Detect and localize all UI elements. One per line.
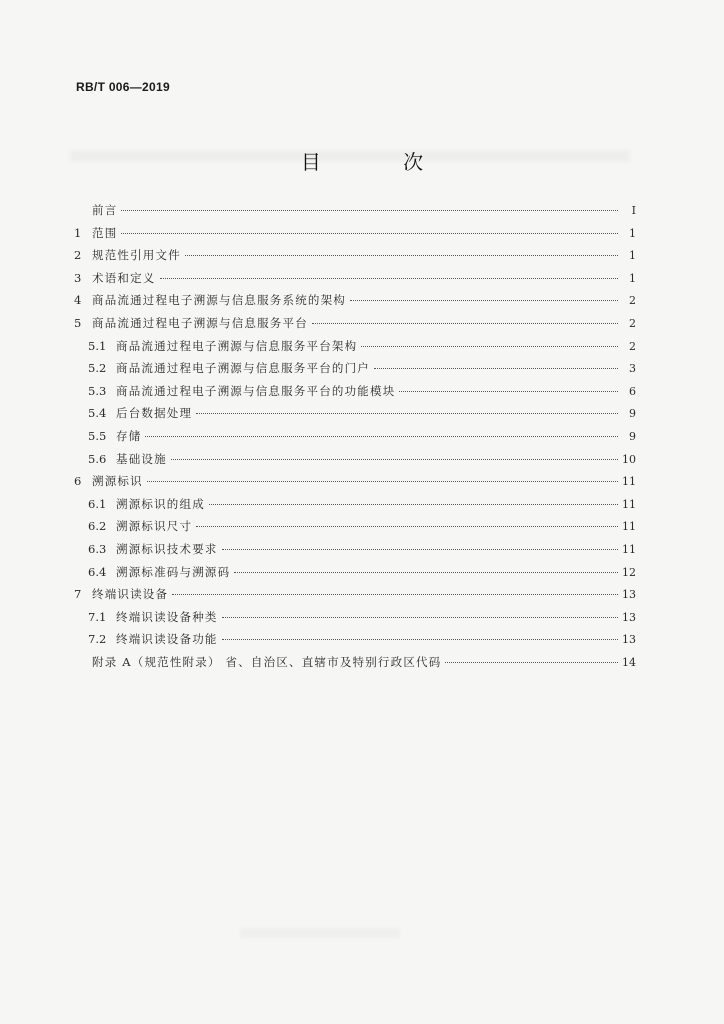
toc-entry-page: 1 xyxy=(629,249,636,263)
toc-dot-leader xyxy=(196,526,618,527)
toc-entry-title: 商品流通过程电子溯源与信息服务系统的架构 xyxy=(92,293,346,308)
toc-entry-title: 商品流通过程电子溯源与信息服务平台的门户 xyxy=(116,361,370,376)
toc-dot-leader xyxy=(374,368,618,369)
toc-entry-title: 前言 xyxy=(92,203,118,217)
toc-entry-title: 终端识读设备种类 xyxy=(116,609,218,624)
toc-entry-page: 11 xyxy=(622,497,636,511)
toc-entry-number: 2 xyxy=(74,248,82,263)
toc-entry[interactable] xyxy=(74,405,636,428)
page-title: 目 次 xyxy=(300,150,462,174)
toc-entry-title: 终端识读设备 xyxy=(92,587,169,602)
bleed-through-bottom xyxy=(240,928,400,938)
toc-entry-title: 溯源标识 xyxy=(92,474,143,489)
toc-entry-page: 11 xyxy=(622,475,636,489)
toc-dot-leader xyxy=(350,300,618,301)
toc-entry-number: 7 xyxy=(74,587,82,602)
toc-dot-leader xyxy=(121,210,618,211)
toc-entry-page: 2 xyxy=(629,294,636,308)
toc-entry-number: 6.3 xyxy=(88,541,107,556)
toc-dot-leader xyxy=(172,594,618,595)
toc-dot-leader xyxy=(312,323,618,324)
toc-dot-leader xyxy=(185,255,618,256)
toc-entry[interactable] xyxy=(74,315,636,338)
toc-entry[interactable] xyxy=(74,541,636,564)
toc-entry-title: 商品流通过程电子溯源与信息服务平台架构 xyxy=(116,338,358,353)
toc-entry-page: 13 xyxy=(622,633,636,647)
toc-entry[interactable] xyxy=(74,360,636,383)
toc-entry-number: 6.2 xyxy=(88,519,107,534)
toc-entry-number: 1 xyxy=(74,225,82,240)
toc-entry[interactable] xyxy=(74,270,636,293)
table-of-contents xyxy=(74,202,636,676)
toc-entry-title: 规范性引用文件 xyxy=(92,248,181,263)
toc-entry-page: 11 xyxy=(622,520,636,534)
toc-dot-leader xyxy=(145,436,618,437)
toc-entry-page: 1 xyxy=(629,226,636,240)
toc-entry[interactable] xyxy=(74,383,636,406)
toc-entry[interactable] xyxy=(74,564,636,587)
toc-entry[interactable] xyxy=(74,518,636,541)
toc-entry-number: 5.3 xyxy=(88,383,107,398)
toc-dot-leader xyxy=(147,481,618,482)
toc-entry-number: 6.4 xyxy=(88,564,107,579)
toc-entry-page: 12 xyxy=(622,565,636,579)
toc-entry-title: 溯源标准码与溯源码 xyxy=(116,564,231,579)
toc-entry-number: 3 xyxy=(74,270,82,285)
toc-entry-page: 6 xyxy=(629,384,636,398)
toc-entry-page: 2 xyxy=(629,339,636,353)
toc-entry-title: 范围 xyxy=(92,225,118,240)
toc-entry-page: 1 xyxy=(629,271,636,285)
toc-dot-leader xyxy=(196,413,618,414)
toc-entry[interactable] xyxy=(74,292,636,315)
toc-entry-number: 7.1 xyxy=(88,609,107,624)
toc-entry-title: 商品流通过程电子溯源与信息服务平台的功能模块 xyxy=(116,383,396,398)
toc-entry[interactable] xyxy=(74,609,636,632)
toc-dot-leader xyxy=(445,662,618,663)
toc-entry-title: 后台数据处理 xyxy=(116,406,193,421)
toc-dot-leader xyxy=(234,572,618,573)
toc-entry-title: 溯源标识技术要求 xyxy=(116,541,218,556)
toc-dot-leader xyxy=(222,549,618,550)
toc-entry-number: 6 xyxy=(74,474,82,489)
toc-dot-leader xyxy=(209,504,618,505)
toc-entry-number: 5.1 xyxy=(88,338,107,353)
toc-entry-page: I xyxy=(631,204,636,217)
toc-entry-page: 2 xyxy=(629,316,636,330)
toc-entry-title: 附录 A（规范性附录） 省、自治区、直辖市及特别行政区代码 xyxy=(92,654,442,669)
toc-entry[interactable] xyxy=(74,451,636,474)
toc-entry-title: 溯源标识的组成 xyxy=(116,496,205,511)
toc-dot-leader xyxy=(222,617,618,618)
toc-entry-number: 5.6 xyxy=(88,451,107,466)
toc-entry-title: 商品流通过程电子溯源与信息服务平台 xyxy=(92,315,308,330)
toc-entry-page: 13 xyxy=(622,588,636,602)
toc-entry-title: 基础设施 xyxy=(116,451,167,466)
toc-dot-leader xyxy=(160,278,619,279)
toc-entry-page: 11 xyxy=(622,542,636,556)
toc-entry[interactable] xyxy=(74,338,636,361)
toc-entry-page: 13 xyxy=(622,610,636,624)
toc-entry-page: 10 xyxy=(622,452,636,466)
toc-entry[interactable] xyxy=(74,496,636,519)
toc-entry-number: 7.2 xyxy=(88,632,107,647)
toc-entry[interactable] xyxy=(74,247,636,270)
toc-entry-title: 溯源标识尺寸 xyxy=(116,519,193,534)
toc-dot-leader xyxy=(361,346,618,347)
toc-dot-leader xyxy=(222,639,618,640)
toc-entry-page: 14 xyxy=(622,655,636,669)
toc-entry-title: 术语和定义 xyxy=(92,270,156,285)
toc-entry-number: 4 xyxy=(74,293,82,308)
toc-entry-number: 5.5 xyxy=(88,428,107,443)
toc-entry-title: 存储 xyxy=(116,428,142,443)
toc-dot-leader xyxy=(121,233,618,234)
toc-dot-leader xyxy=(171,459,618,460)
toc-entry[interactable] xyxy=(74,202,636,225)
toc-entry-title: 终端识读设备功能 xyxy=(116,632,218,647)
toc-entry[interactable] xyxy=(74,586,636,609)
document-code: RB/T 006—2019 xyxy=(76,80,170,94)
toc-entry-number: 6.1 xyxy=(88,496,107,511)
toc-entry[interactable] xyxy=(74,225,636,248)
toc-entry-page: 3 xyxy=(629,362,636,376)
toc-entry-number: 5.2 xyxy=(88,361,107,376)
toc-dot-leader xyxy=(399,391,618,392)
toc-entry-number: 5 xyxy=(74,315,82,330)
toc-entry[interactable] xyxy=(74,631,636,654)
toc-entry[interactable] xyxy=(74,473,636,496)
toc-entry[interactable] xyxy=(74,654,636,677)
toc-entry[interactable] xyxy=(74,428,636,451)
toc-entry-page: 9 xyxy=(629,429,636,443)
toc-entry-page: 9 xyxy=(629,407,636,421)
toc-entry-number: 5.4 xyxy=(88,406,107,421)
